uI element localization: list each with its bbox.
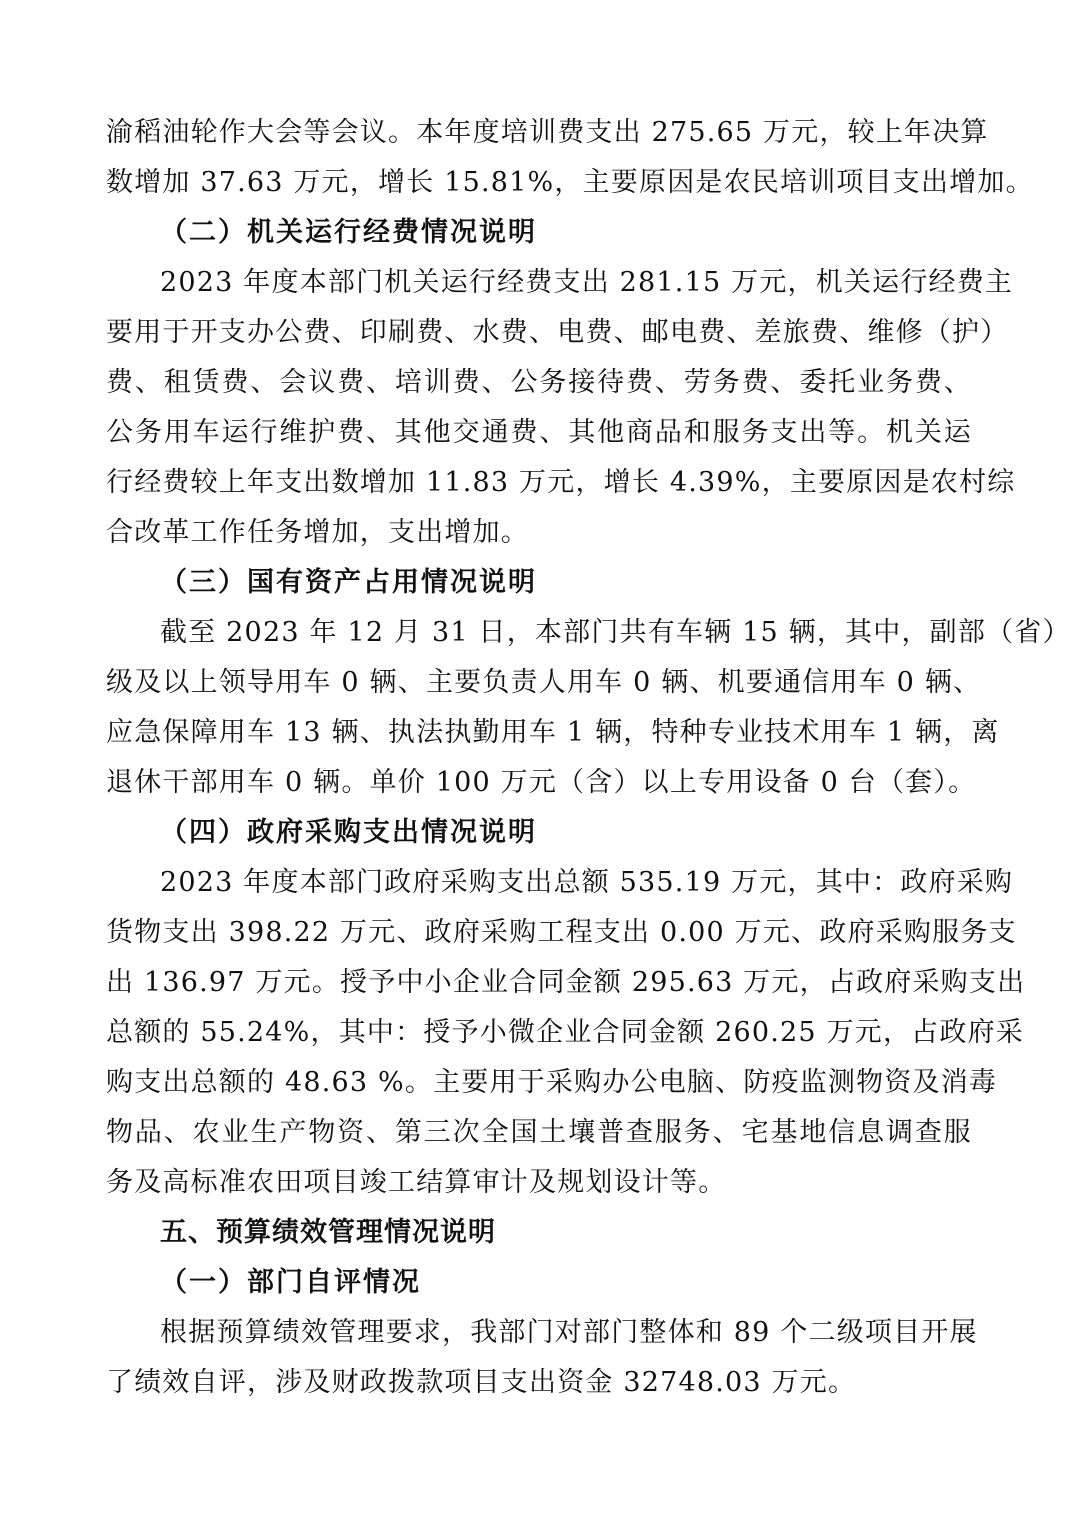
paragraph-line: 要用于开支办公费、印刷费、水费、电费、邮电费、差旅费、维修（护） — [106, 317, 1009, 348]
paragraph-line: 根据预算绩效管理要求，我部门对部门整体和 89 个二级项目开展 — [160, 1317, 978, 1348]
paragraph-line: 数增加 37.63 万元，增长 15.81%，主要原因是农民培训项目支出增加。 — [106, 167, 1034, 198]
paragraph-line: 退休干部用车 0 辆。单价 100 万元（含）以上专用设备 0 台（套）。 — [106, 767, 977, 798]
paragraph-line: 费、租赁费、会议费、培训费、公务接待费、劳务费、委托业务费、 — [106, 367, 972, 398]
chapter-heading-yusuan: 五、预算绩效管理情况说明 — [160, 1217, 496, 1248]
section-heading-caigou: （四）政府采购支出情况说明 — [160, 817, 537, 848]
paragraph-line: 渝稻油轮作大会等会议。本年度培训费支出 275.65 万元，较上年决算 — [106, 117, 989, 148]
paragraph-line: 了绩效自评，涉及财政拨款项目支出资金 32748.03 万元。 — [106, 1367, 857, 1398]
section-heading-jiguan: （二）机关运行经费情况说明 — [160, 217, 537, 248]
paragraph-line: 应急保障用车 13 辆、执法执勤用车 1 辆，特种专业技术用车 1 辆，离 — [106, 717, 1000, 748]
paragraph-line: 行经费较上年支出数增加 11.83 万元，增长 4.39%，主要原因是农村综 — [106, 467, 1016, 498]
paragraph-line: 务及高标准农田项目竣工结算审计及规划设计等。 — [106, 1167, 727, 1198]
paragraph-line: 总额的 55.24%，其中：授予小微企业合同金额 260.25 万元，占政府采 — [106, 1017, 1024, 1048]
document-page — [106, 108, 1071, 1408]
paragraph-line: 2023 年度本部门政府采购支出总额 535.19 万元，其中：政府采购 — [160, 867, 1014, 898]
paragraph-line: 合改革工作任务增加，支出增加。 — [106, 517, 529, 548]
paragraph-line: 出 136.97 万元。授予中小企业合同金额 295.63 万元，占政府采购支出 — [106, 967, 1026, 998]
paragraph-line: 物品、农业生产物资、第三次全国土壤普查服务、宅基地信息调查服 — [106, 1117, 972, 1148]
paragraph-line: 2023 年度本部门机关运行经费支出 281.15 万元，机关运行经费主 — [160, 267, 1014, 298]
paragraph-line: 货物支出 398.22 万元、政府采购工程支出 0.00 万元、政府采购服务支 — [106, 917, 1017, 948]
paragraph-line: 公务用车运行维护费、其他交通费、其他商品和服务支出等。机关运 — [106, 417, 972, 448]
paragraph-line: 级及以上领导用车 0 辆、主要负责人用车 0 辆、机要通信用车 0 辆、 — [106, 667, 982, 698]
paragraph-line: 购支出总额的 48.63 %。主要用于采购办公电脑、防疫监测物资及消毒 — [106, 1067, 998, 1098]
section-heading-zipingjia: （一）部门自评情况 — [160, 1267, 421, 1298]
section-heading-guoyou: （三）国有资产占用情况说明 — [160, 567, 537, 598]
paragraph-line: 截至 2023 年 12 月 31 日，本部门共有车辆 15 辆，其中，副部（省） — [160, 617, 1071, 648]
